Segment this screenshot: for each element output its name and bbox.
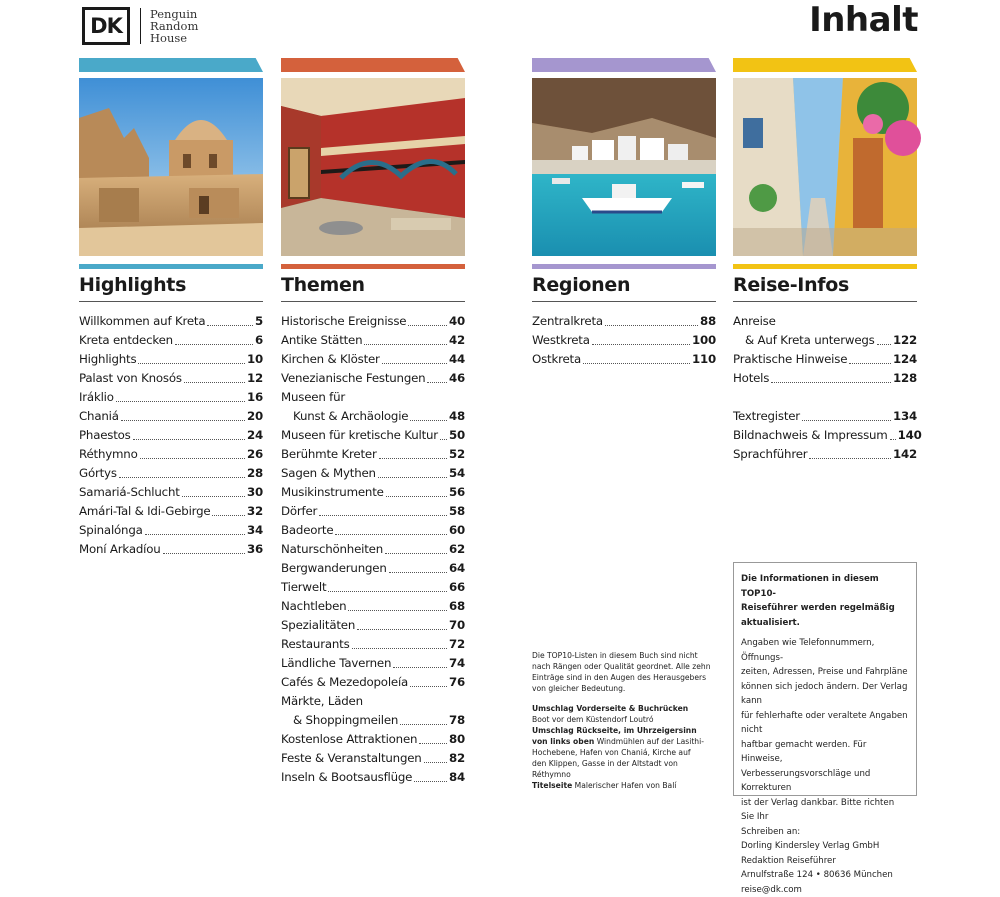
toc-entry-title: Kreta entdecken [79,331,173,350]
credit-text: Réthymno [532,769,717,780]
toc-entry-title: Dörfer [281,502,317,521]
toc-entry-title: Textregister [733,407,800,426]
toc-dot-leader [427,382,447,383]
list-order-notes [532,650,717,791]
toc-entry[interactable] [79,521,263,540]
toc-entry[interactable] [281,350,465,369]
publisher-line: House [150,32,198,44]
toc-page-number: 68 [449,597,465,616]
toc-page-number: 44 [449,350,465,369]
section-highlights [79,58,263,559]
toc-list [532,312,716,369]
dk-logo-mark: DK [82,7,130,45]
note-line: nach Rängen oder Qualität geordnet. Alle zehn [532,661,717,672]
toc-entry-title: Kunst & Archäologie [293,407,408,426]
publisher-line: Penguin [150,8,198,20]
toc-entry[interactable] [79,502,263,521]
note-line: Die TOP10-Listen in diesem Buch sind nicht [532,650,717,661]
info-address-line: Arnulfstraße 124 • 80636 München [741,868,910,883]
toc-page-number: 66 [449,578,465,597]
toc-entry-title: Willkommen auf Kreta [79,312,205,331]
credit-heading: von links oben [532,737,594,746]
toc-page-number: 64 [449,559,465,578]
toc-page-number: 46 [449,369,465,388]
publisher-line: Random [150,20,198,32]
info-heading-line: aktualisiert. [741,616,910,631]
toc-entry-title: Tierwelt [281,578,326,597]
toc-page-number: 28 [247,464,263,483]
toc-entry-title: Inseln & Bootsausflüge [281,768,412,787]
cover-credits [532,703,717,791]
info-body-line: Schreiben an: [741,825,910,840]
info-box-heading [741,572,910,630]
toc-entry-title: Highlights [79,350,136,369]
toc-entry-title: Musikinstrumente [281,483,384,502]
toc-entry-title: & Shoppingmeilen [293,711,398,730]
toc-entry-title: Palast von Knosós [79,369,182,388]
photo-fortress-mosque [79,78,263,256]
toc-dot-leader [410,420,447,421]
toc-entry[interactable] [281,730,465,749]
info-body-line: können sich jedoch ändern. Der Verlag kann [741,680,910,709]
toc-entry-title: Bildnachweis & Impressum [733,426,888,445]
toc-entry[interactable] [281,483,465,502]
toc-dot-leader [393,667,447,668]
toc-page-number: 54 [449,464,465,483]
toc-entry[interactable] [281,331,465,350]
toc-entry-title: Naturschönheiten [281,540,383,559]
toc-dot-leader [389,572,447,573]
toc-dot-leader [121,420,245,421]
toc-page-number: 62 [449,540,465,559]
toc-list [281,312,465,787]
toc-list [733,312,917,464]
toc-entry[interactable] [281,559,465,578]
toc-dot-leader [424,762,447,763]
toc-entry[interactable] [281,768,465,787]
photo-harbour-village [532,78,716,256]
toc-entry-title: Venezianische Festungen [281,369,425,388]
toc-entry-title: Antike Stätten [281,331,362,350]
credit-text: Malerischer Hafen von Balí [575,781,677,790]
toc-page-number: 34 [247,521,263,540]
toc-entry-title: Spezialitäten [281,616,355,635]
logo-separator [140,8,141,44]
toc-entry-title: Praktische Hinweise [733,350,847,369]
toc-page-number: 10 [247,350,263,369]
section-title: Highlights [79,274,263,302]
toc-entry-title: & Auf Kreta unterwegs [745,331,875,350]
toc-dot-leader [583,363,690,364]
toc-entry[interactable] [281,635,465,654]
info-body-line: haftbar gemacht werden. Für Hinweise, [741,738,910,767]
toc-page-number: 60 [449,521,465,540]
toc-entry-title: Zentralkreta [532,312,603,331]
toc-dot-leader [207,325,253,326]
toc-dot-leader [414,781,447,782]
toc-entry-title: Anreise [733,312,917,331]
toc-dot-leader [140,458,245,459]
toc-dot-leader [400,724,447,725]
toc-page-number: 100 [692,331,716,350]
toc-entry[interactable] [79,350,263,369]
info-box [733,562,917,796]
toc-dot-leader [138,363,245,364]
toc-dot-leader [809,458,891,459]
section-rule [532,264,716,269]
toc-page-number: 134 [893,407,917,426]
toc-entry-title: Feste & Veranstaltungen [281,749,422,768]
toc-page-number: 58 [449,502,465,521]
toc-dot-leader [386,496,447,497]
toc-entry-title: Hotels [733,369,769,388]
toc-entry[interactable] [733,312,917,350]
info-body-line: Verbesserungsvorschläge und Korrekturen [741,767,910,796]
toc-dot-leader [771,382,891,383]
toc-entry-title: Moní Arkadíou [79,540,161,559]
credit-line [532,780,717,791]
toc-dot-leader [410,686,447,687]
credit-text: Boot vor dem Küstendorf Loutró [532,714,717,725]
toc-page-number: 40 [449,312,465,331]
info-address-line: Dorling Kindersley Verlag GmbH [741,839,910,854]
toc-entry[interactable] [79,483,263,502]
toc-page-number: 6 [255,331,263,350]
toc-dot-leader [352,648,447,649]
toc-entry-title: Märkte, Läden [281,692,465,711]
section-rule [733,264,917,269]
toc-page-number: 12 [247,369,263,388]
toc-dot-leader [119,477,245,478]
toc-page-number: 52 [449,445,465,464]
toc-page-number: 78 [449,711,465,730]
note-line: von gleicher Bedeutung. [532,683,717,694]
toc-dot-leader [382,363,447,364]
toc-page-number: 76 [449,673,465,692]
toc-entry[interactable] [79,407,263,426]
toc-page-number: 24 [247,426,263,445]
toc-page-number: 36 [247,540,263,559]
toc-page-number: 70 [449,616,465,635]
credit-heading: Umschlag Vorderseite & Buchrücken [532,703,717,714]
toc-entry[interactable] [733,407,917,426]
toc-dot-leader [849,363,891,364]
toc-dot-leader [364,344,447,345]
toc-entry[interactable] [281,502,465,521]
toc-dot-leader [408,325,447,326]
toc-dot-leader [182,496,245,497]
note-line: Einträge sind in den Augen des Herausgebers [532,672,717,683]
section-themen [281,58,465,787]
toc-page-number: 72 [449,635,465,654]
toc-page-number: 5 [255,312,263,331]
toc-list [79,312,263,559]
toc-entry-title: Ostkreta [532,350,581,369]
photo-knossos-room [281,78,465,256]
toc-page-number: 16 [247,388,263,407]
toc-dot-leader [440,439,447,440]
toc-entry-title: Badeorte [281,521,333,540]
toc-entry-line [281,711,465,730]
info-box-body [741,636,910,897]
publisher-logo [82,6,198,46]
toc-dot-leader [163,553,245,554]
info-body-line: für fehlerhafte oder veraltete Angaben nicht [741,709,910,738]
toc-entry[interactable] [281,597,465,616]
toc-entry[interactable] [281,692,465,730]
toc-entry[interactable] [281,616,465,635]
publisher-name [150,8,198,44]
toc-dot-leader [212,515,245,516]
toc-page-number: 110 [692,350,716,369]
credit-text: Windmühlen auf der Lasithi- [597,737,704,746]
credit-line [532,736,717,747]
toc-entry[interactable] [281,673,465,692]
toc-page-number: 128 [893,369,917,388]
info-body-line: Angaben wie Telefonnummern, Öffnungs- [741,636,910,665]
toc-entry-title: Sagen & Mythen [281,464,376,483]
credit-heading: Titelseite [532,781,572,790]
toc-entry[interactable] [532,350,716,369]
toc-page-number: 50 [449,426,465,445]
credit-text: Hochebene, Hafen von Chaniá, Kirche auf [532,747,717,758]
section-color-bar [79,58,263,72]
toc-entry-title: Museen für kretische Kultur [281,426,438,445]
toc-entry[interactable] [733,369,917,388]
toc-page-number: 32 [247,502,263,521]
section-color-bar [733,58,917,72]
toc-page-number: 84 [449,768,465,787]
toc-dot-leader [877,344,891,345]
toc-dot-leader [348,610,447,611]
toc-entry-title: Restaurants [281,635,350,654]
toc-dot-leader [319,515,447,516]
toc-page-number: 142 [893,445,917,464]
toc-entry[interactable] [79,426,263,445]
toc-page-number: 80 [449,730,465,749]
toc-dot-leader [357,629,447,630]
toc-entry-title: Kirchen & Klöster [281,350,380,369]
toc-entry-title: Kostenlose Attraktionen [281,730,417,749]
section-reise-infos [733,58,917,464]
toc-entry-title: Bergwanderungen [281,559,387,578]
toc-dot-leader [605,325,698,326]
toc-dot-leader [133,439,245,440]
toc-page-number: 82 [449,749,465,768]
toc-page-number: 74 [449,654,465,673]
toc-entry-title: Cafés & Mezedopoleía [281,673,408,692]
info-heading-line: Die Informationen in diesem TOP10- [741,572,910,601]
toc-page-number: 26 [247,445,263,464]
toc-dot-leader [175,344,253,345]
toc-page-number: 30 [247,483,263,502]
section-title: Themen [281,274,465,302]
toc-dot-leader [592,344,690,345]
section-title: Regionen [532,274,716,302]
toc-page-number: 20 [247,407,263,426]
section-rule [79,264,263,269]
toc-entry-title: Spinalónga [79,521,143,540]
info-email[interactable]: reise@dk.com [741,883,910,897]
toc-entry[interactable] [79,369,263,388]
toc-dot-leader [328,591,447,592]
toc-entry-line [281,407,465,426]
toc-page-number: 88 [700,312,716,331]
toc-entry[interactable] [281,312,465,331]
toc-entry-title: Sprachführer [733,445,807,464]
toc-entry[interactable] [532,331,716,350]
toc-entry-title: Westkreta [532,331,590,350]
toc-page-number: 140 [898,426,922,445]
toc-page-number: 124 [893,350,917,369]
toc-entry[interactable] [281,426,465,445]
toc-entry[interactable] [79,312,263,331]
toc-entry[interactable] [281,369,465,388]
toc-page-number: 122 [893,331,917,350]
credit-text: den Klippen, Gasse in der Altstadt von [532,758,717,769]
toc-dot-leader [802,420,891,421]
toc-entry-title: Amári-Tal & Idi-Gebirge [79,502,210,521]
section-rule [281,264,465,269]
toc-dot-leader [184,382,245,383]
toc-entry[interactable] [79,445,263,464]
toc-entry-title: Samariá-Schlucht [79,483,180,502]
toc-entry[interactable] [79,331,263,350]
photo-old-town-alley [733,78,917,256]
toc-entry-title: Ländliche Tavernen [281,654,391,673]
toc-entry-title: Museen für [281,388,465,407]
toc-entry-title: Górtys [79,464,117,483]
toc-entry-title: Nachtleben [281,597,346,616]
toc-entry-title: Iráklio [79,388,114,407]
info-address-line: Redaktion Reiseführer [741,854,910,869]
toc-entry-title: Berühmte Kreter [281,445,377,464]
toc-dot-leader [385,553,447,554]
toc-entry[interactable] [532,312,716,331]
toc-entry[interactable] [281,521,465,540]
toc-page-number: 56 [449,483,465,502]
section-title: Reise-Infos [733,274,917,302]
toc-dot-leader [145,534,245,535]
toc-dot-leader [419,743,447,744]
toc-entry[interactable] [79,540,263,559]
section-color-bar [281,58,465,72]
toc-entry[interactable] [281,540,465,559]
info-body-line: zeiten, Adressen, Preise und Fahrpläne [741,665,910,680]
section-regionen [532,58,716,369]
toc-page-number: 42 [449,331,465,350]
toc-entry[interactable] [281,749,465,768]
toc-entry[interactable] [733,445,917,464]
toc-entry[interactable] [79,388,263,407]
toc-entry[interactable] [281,654,465,673]
section-color-bar [532,58,716,72]
toc-entry[interactable] [733,426,917,445]
toc-entry[interactable] [281,578,465,597]
credit-heading: Umschlag Rückseite, im Uhrzeigersinn [532,725,717,736]
toc-page-number: 48 [449,407,465,426]
page-title: Inhalt [809,0,918,40]
toc-dot-leader [335,534,447,535]
toc-entry[interactable] [281,445,465,464]
toc-entry-title: Réthymno [79,445,138,464]
toc-dot-leader [379,458,447,459]
toc-entry-title: Historische Ereignisse [281,312,406,331]
toc-dot-leader [116,401,245,402]
info-heading-line: Reiseführer werden regelmäßig [741,601,910,616]
toc-entry[interactable] [733,350,917,369]
toc-entry[interactable] [79,464,263,483]
toc-dot-leader [890,439,896,440]
toc-entry-title: Chaniá [79,407,119,426]
toc-entry-title: Phaestos [79,426,131,445]
toc-entry[interactable] [281,464,465,483]
toc-entry[interactable] [281,388,465,426]
toc-dot-leader [378,477,447,478]
info-body-line: ist der Verlag dankbar. Bitte richten Sie Ihr [741,796,910,825]
toc-entry-line [733,331,917,350]
